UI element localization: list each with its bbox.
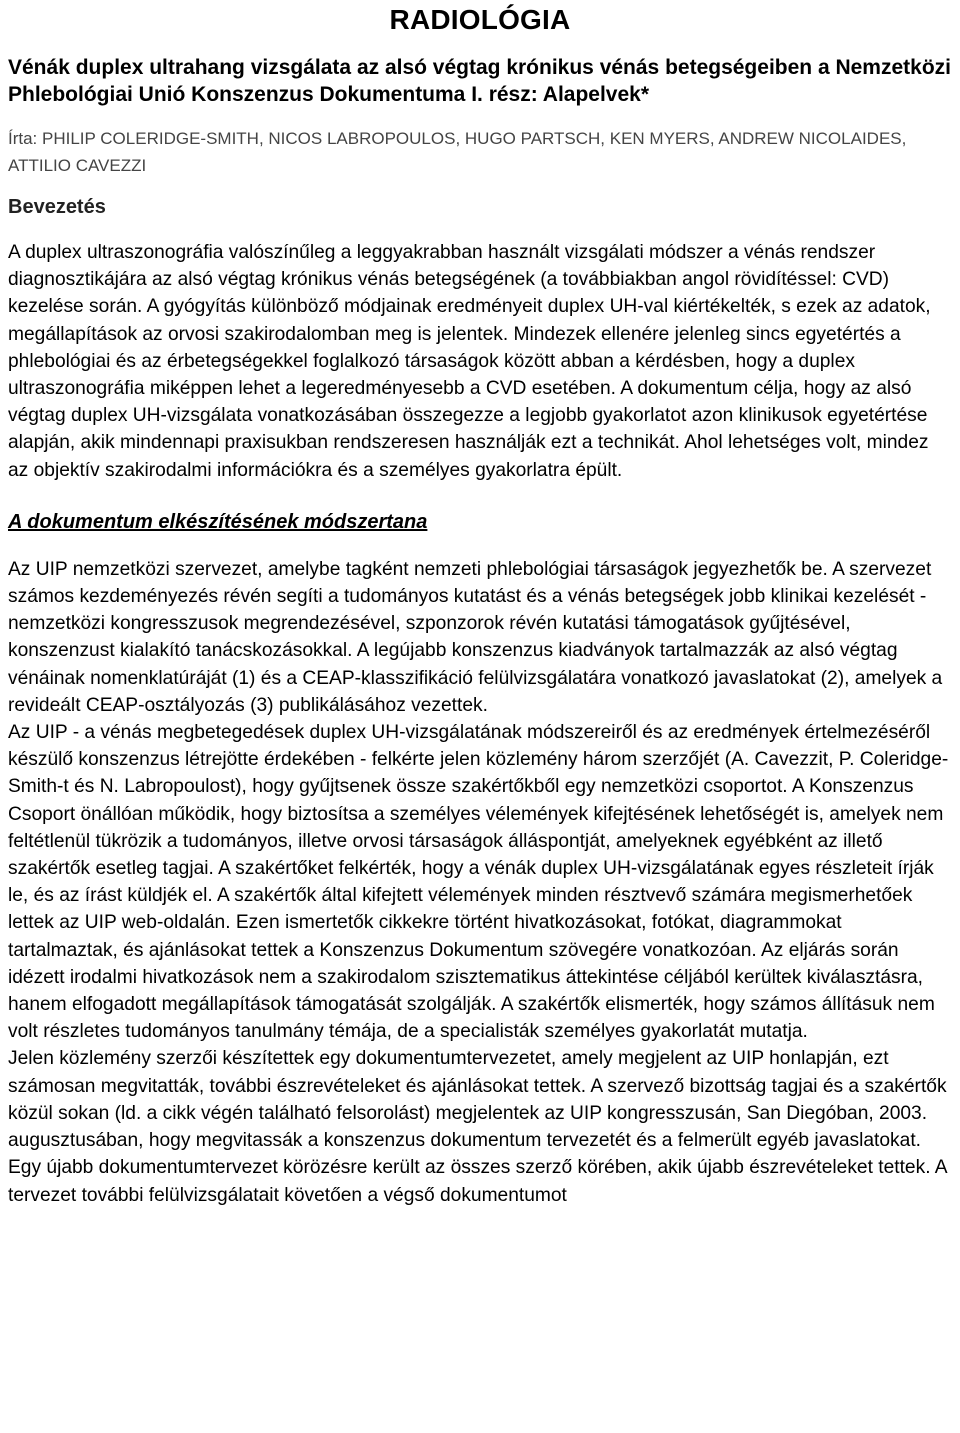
document-page bbox=[0, 4, 960, 1433]
document-title: Vénák duplex ultrahang vizsgálata az alsó végtag krónikus vénás betegségeiben a Nemzetközi Phlebológiai Unió Konszenzus Dokumentuma I. rész: Alapelvek* bbox=[8, 56, 951, 106]
authors-line: Írta: PHILIP COLERIDGE-SMITH, NICOS LABROPOULOS, HUGO PARTSCH, KEN MYERS, ANDREW NICOLAIDES, ATTILIO CAVEZZI bbox=[8, 129, 907, 175]
method-paragraph-2: Az UIP - a vénás megbetegedések duplex UH-vizsgálatának módszereiről és az eredmények értelmezéséről készülő konszenzus létrejötte érdekében - felkérte jelen közlemény három szerzőjét (A. Cavezzit, P. Coleridge-Smith-t és N. Labropoulost), hogy gyűjtsenek össze szakértőkből egy nemzetközi csoportot. A Konszenzus Csoport önállóan működik, hogy biztosítsa a személyes vélemények kifejtésének lehetőségét is, amelyek nem feltétlenül tükrözik a tudományos, illetve orvosi társaságok álláspontját, amelyeknek egyébként az illető szakértők esetleg tagjai. A szakértőket felkérték, hogy a vénák duplex UH-vizsgálatának egyes részleteit írják le, és az írást küldjék el. A szakértők által kifejtett vélemények minden résztvevő számára megismerhetőek lettek az UIP web-oldalán. Ezen ismertetők cikkekre történt hivatkozásokat, fotókat, diagrammokat tartalmaztak, és ajánlásokat tettek a Konszenzus Dokumentum szövegére vonatkozóan. Az eljárás során idézett irodalmi hivatkozások nem a szakirodalom szisztematikus áttekintése céljából kerültek kiválasztásra, hanem elfogadott megállapítások támogatását szolgálják. A szakértők elismerték, hogy számos állításuk nem volt részletes tudományos tanulmány témája, de a specialisták személyes gyakorlatát mutatja. bbox=[8, 722, 949, 1043]
method-paragraph-3: Jelen közlemény szerzői készítettek egy dokumentumtervezetet, amely megjelent az UIP honlapján, ezt számosan megvitatták, további észrevételeket és ajánlásokat tettek. A szervező bizottság tagjai és a szakértők közül sokan (ld. a cikk végén található felsorolást) megjelentek az UIP kongresszusán, San Diegóban, 2003. augusztusában, hogy megvitassák a konszenzus dokumentum tervezetét és a felmerült egyéb javaslatokat. Egy újabb dokumentumtervezet körözésre került az összes szerző körében, akik újabb észrevételeket tettek. A tervezet további felülvizsgálatait követően a végső dokumentumot bbox=[8, 1048, 947, 1206]
method-paragraph-1: Az UIP nemzetközi szervezet, amelybe tagként nemzeti phlebológiai társaságok jegyezhetők be. A szervezet számos kezdeményezés révén segíti a tudományos kutatást és a vénás betegségek jobb klinikai kezelését - nemzetközi kongresszusok megrendezésével, szponzorok révén kutatási támogatások gyűjtésével, konszenzust kialakító tanácskozásokkal. A legújabb konszenzus kiadványok tartalmazzák az alsó végtag vénáinak nomenklatúráját (1) és a CEAP-klasszifikáció felülvizsgálatára vonatkozó javaslatokat (2), amelyek a revideált CEAP-osztályozás (3) publikálásához vezettek. bbox=[8, 558, 943, 716]
intro-heading: Bevezetés bbox=[8, 196, 106, 218]
intro-paragraph: A duplex ultraszonográfia valószínűleg a leggyakrabban használt vizsgálati módszer a vénás rendszer diagnosztikájára az alsó végtag krónikus vénás betegségének (a továbbiakban angol rövidítéssel: CVD) kezelése során. A gyógyítás különböző módjainak eredményeit duplex UH-val kiértékelték, s ezek az adatok, megállapítások az orvosi szakirodalomban meg is jelentek. Mindezek ellenére jelenleg sincs egyetértés a phlebológiai és az érbetegségekkel foglalkozó társaságok között abban a kérdésben, hogy a duplex ultraszonográfia miképpen lehet a legeredményesebb a CVD esetében. A dokumentum célja, hogy az alsó végtag duplex UH-vizsgálata vonatkozásában összegezze a legjobb gyakorlatot azon klinikusok egyetértése alapján, akik mindennapi praxisukban rendszeresen használják ezt a technikát. Ahol lehetséges volt, mindez az objektív szakirodalmi információkra és a személyes gyakorlatra épült. bbox=[8, 242, 931, 481]
section-title: RADIOLÓGIA bbox=[389, 4, 571, 35]
method-heading: A dokumentum elkészítésének módszertana bbox=[8, 510, 428, 533]
